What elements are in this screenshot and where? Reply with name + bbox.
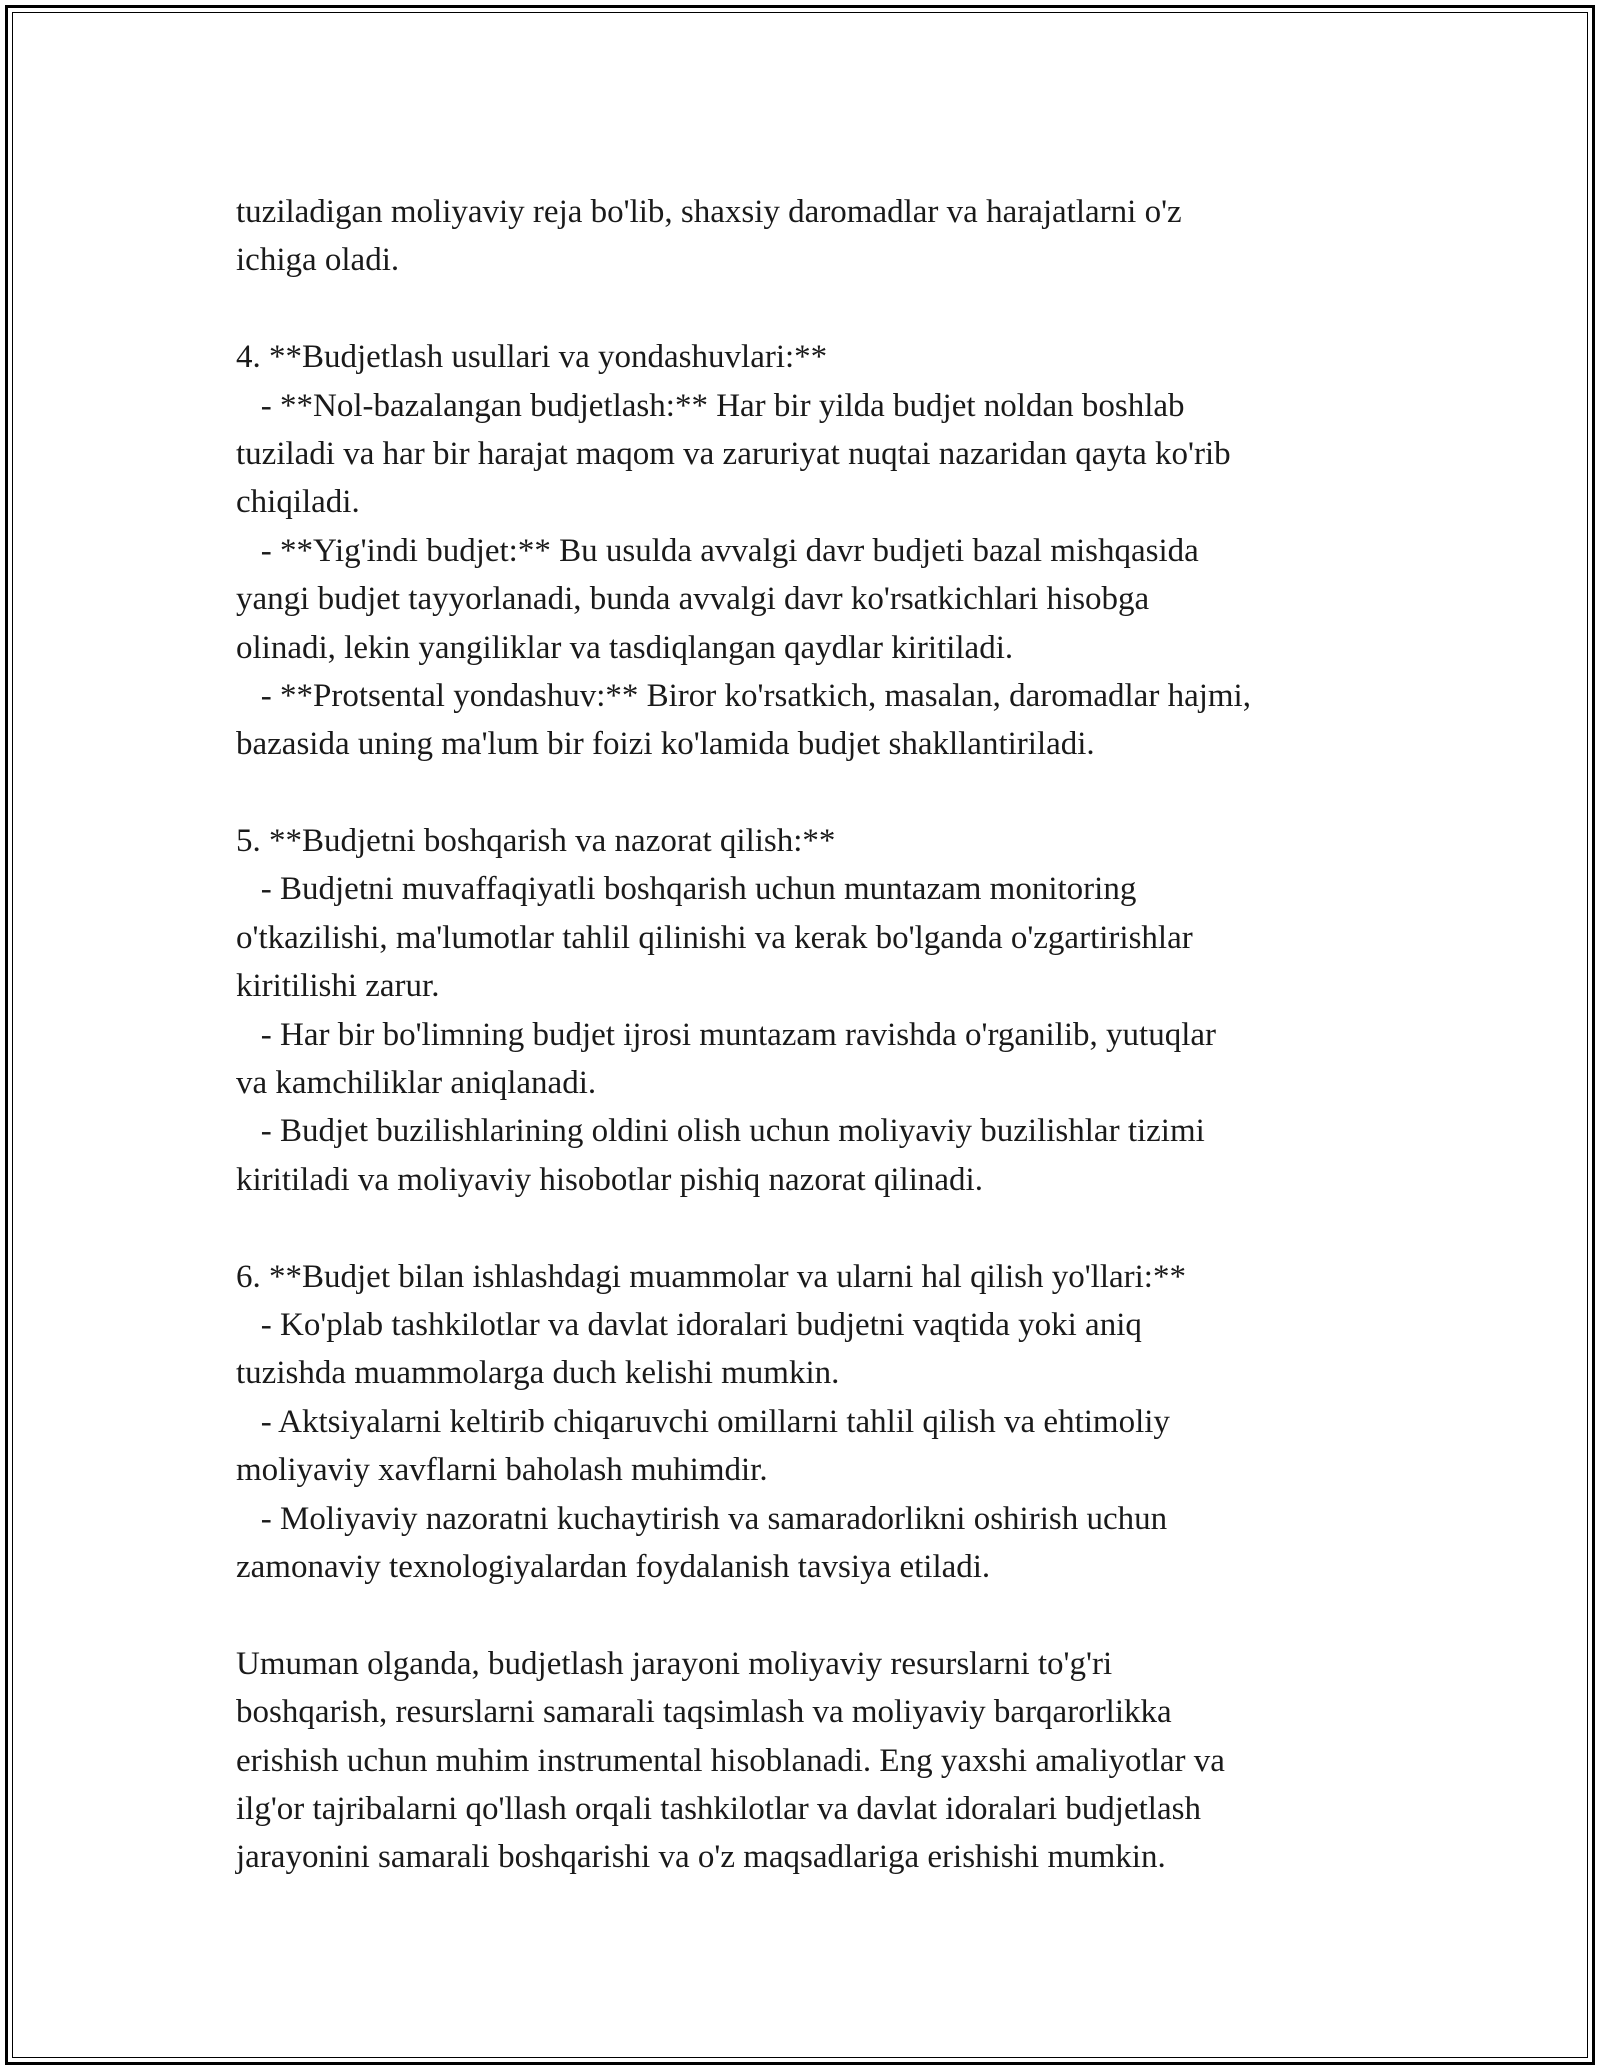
text-line: jarayonini samarali boshqarishi va o'z maqsadlariga erishishi mumkin. (236, 1839, 1166, 1876)
text-line: - Ko'plab tashkilotlar va davlat idoralari budjetni vaqtida yoki aniq (236, 1306, 1142, 1343)
text-line: - Moliyaviy nazoratni kuchaytirish va samaradorlikni oshirish uchun (236, 1500, 1168, 1537)
intro-paragraph (236, 188, 1416, 285)
text-line: bazasida uning ma'lum bir foizi ko'lamida budjet shakllantiriladi. (236, 726, 1095, 763)
text-line: - Budjet buzilishlarining oldini olish uchun moliyaviy buzilishlar tizimi (236, 1113, 1205, 1150)
text-line: chiqiladi. (236, 484, 360, 521)
text-line: olinadi, lekin yangiliklar va tasdiqlangan qaydlar kiritiladi. (236, 629, 1014, 666)
section-heading: 4. **Budjetlash usullari va yondashuvlari:** (236, 339, 828, 376)
text-line: - Budjetni muvaffaqiyatli boshqarish uchun muntazam monitoring (236, 871, 1137, 908)
text-line: - Har bir bo'limning budjet ijrosi muntazam ravishda o'rganilib, yutuqlar (236, 1016, 1217, 1053)
text-line: erishish uchun muhim instrumental hisoblanadi. Eng yaxshi amaliyotlar va (236, 1742, 1225, 1779)
text-line: ilg'or tajribalarni qo'llash orqali tashkilotlar va davlat idoralari budjetlash (236, 1790, 1201, 1827)
text-line: - **Yig'indi budjet:** Bu usulda avvalgi davr budjeti bazal mishqasida (236, 532, 1199, 569)
section-5 (236, 817, 1416, 1204)
section-6 (236, 1253, 1416, 1592)
text-line: - Aktsiyalarni keltirib chiqaruvchi omillarni tahlil qilish va ehtimoliy (236, 1403, 1170, 1440)
blank-line (236, 769, 1416, 817)
text-line: tuziladigan moliyaviy reja bo'lib, shaxsiy daromadlar va harajatlarni o'z (236, 194, 1182, 230)
document-body (236, 188, 1416, 1882)
section-4 (236, 333, 1416, 769)
text-line: - **Protsental yondashuv:** Biror ko'rsatkich, masalan, daromadlar hajmi, (236, 677, 1251, 714)
text-line: - **Nol-bazalangan budjetlash:** Har bir yilda budjet noldan boshlab (236, 387, 1185, 424)
conclusion-paragraph (236, 1640, 1416, 1882)
text-line: yangi budjet tayyorlanadi, bunda avvalgi davr ko'rsatkichlari hisobga (236, 581, 1150, 618)
text-line: va kamchiliklar aniqlanadi. (236, 1065, 597, 1102)
text-line: moliyaviy xavflarni baholash muhimdir. (236, 1452, 768, 1489)
text-line: tuziladi va har bir harajat maqom va zaruriyat nuqtai nazaridan qayta ko'rib (236, 435, 1231, 472)
text-line: tuzishda muammolarga duch kelishi mumkin. (236, 1355, 840, 1392)
section-heading: 6. **Budjet bilan ishlashdagi muammolar va ularni hal qilish yo'llari:** (236, 1258, 1186, 1295)
blank-line (236, 1204, 1416, 1252)
blank-line (236, 285, 1416, 333)
blank-line (236, 1591, 1416, 1639)
text-line: kiritiladi va moliyaviy hisobotlar pishiq nazorat qilinadi. (236, 1161, 983, 1198)
text-line: zamonaviy texnologiyalardan foydalanish tavsiya etiladi. (236, 1548, 991, 1585)
text-line: Umuman olganda, budjetlash jarayoni moliyaviy resurslarni to'g'ri (236, 1645, 1113, 1682)
text-line: kiritilishi zarur. (236, 968, 440, 1005)
text-line: boshqarish, resurslarni samarali taqsimlash va moliyaviy barqarorlikka (236, 1694, 1172, 1731)
section-heading: 5. **Budjetni boshqarish va nazorat qilish:** (236, 823, 836, 860)
text-line: ichiga oladi. (236, 242, 400, 279)
text-line: o'tkazilishi, ma'lumotlar tahlil qilinishi va kerak bo'lganda o'zgartirishlar (236, 919, 1193, 956)
